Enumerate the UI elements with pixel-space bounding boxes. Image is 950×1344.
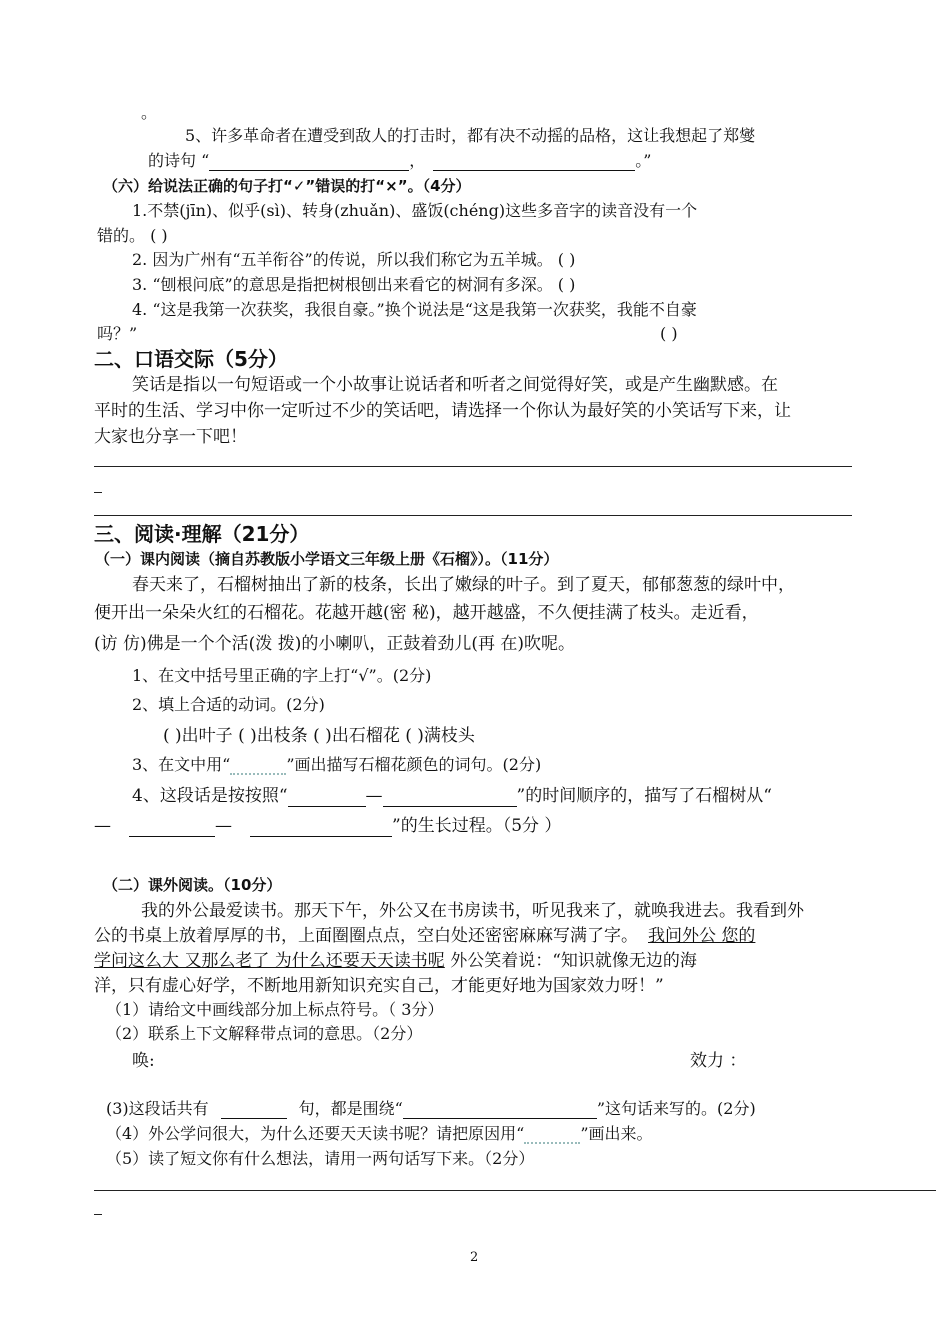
passage2-line1: 我的外公最爱读书。那天下午，外公又在书房读书，听见我来了，就唤我进去。我看到外	[141, 901, 804, 921]
q4-blank-4[interactable]	[250, 820, 392, 837]
reading2-q3	[106, 1099, 756, 1119]
passage1-line1: 春天来了，石榴树抽出了新的枝条，长出了嫩绿的叶子。到了夏天，郁郁葱葱的绿叶中，	[132, 575, 795, 595]
answer-line-stub-2	[94, 1214, 102, 1215]
q4-post: ”的时间顺序的，描写了石榴树从“	[516, 786, 772, 806]
q4-dash1: —	[94, 816, 111, 836]
q4-pre: 4、这段话是按按照“	[132, 786, 288, 806]
section6-item1-line2: 错的。 ( )	[97, 226, 168, 245]
r3-blank-2[interactable]	[403, 1102, 597, 1119]
reading2-q4	[106, 1124, 653, 1144]
section6-item4-line1: 4. “这是我第一次获奖，我很自豪。”换个说法是“这是我第一次获奖，我能不自豪	[132, 300, 697, 319]
answer-line-stub-1	[94, 492, 102, 493]
passage2-line2-a: 公的书桌上放着厚厚的书，上面圈圈点点，空白处还密密麻麻写满了字。	[94, 926, 638, 946]
page-number: 2	[470, 1250, 479, 1265]
section6-item4-line2: 吗？”	[97, 324, 138, 343]
section6-item4-paren: ( )	[660, 324, 678, 343]
answer-line-3[interactable]	[94, 1190, 936, 1191]
reading-q2: 2、填上合适的动词。(2分)	[132, 695, 325, 714]
reading2-q1: （1）请给文中画线部分加上标点符号。（ 3分）	[106, 1000, 444, 1019]
q5-blank-1[interactable]	[209, 154, 409, 171]
q3-post: ”画出描写石榴花颜色的词句。(2分)	[286, 755, 542, 774]
passage2-line3	[94, 950, 697, 972]
q5-blank-2[interactable]	[433, 154, 635, 171]
reading2-q2: （2）联系上下文解释带点词的意思。（2分）	[106, 1024, 423, 1043]
q5-prefix: 的诗句 “	[148, 151, 210, 170]
section6-item2: 2. 因为广州有“五羊衔谷”的传说，所以我们称它为五羊城。 ( )	[132, 250, 576, 269]
answer-line-1[interactable]	[94, 466, 852, 467]
reading-q4-line2	[94, 815, 561, 837]
passage2-line3-b: 外公笑着说：“知识就像无边的海	[444, 951, 697, 971]
section6-title: （六）给说法正确的句子打“✓”错误的打“×”。（4分）	[103, 177, 471, 195]
section2-line1: 笑话是指以一句短语或一个小故事让说话者和听者之间觉得好笑，或是产生幽默感。在	[132, 375, 778, 395]
r3-mid: 句，都是围绕“	[298, 1099, 403, 1118]
section2-title: 二、口语交际（5分）	[94, 347, 288, 371]
q4-dash2: —	[215, 816, 232, 836]
q4-blank-1[interactable]	[288, 790, 366, 807]
wavy-line-icon	[524, 1130, 580, 1144]
q5-end: 。”	[635, 151, 652, 170]
q4-mid: —	[365, 786, 383, 806]
passage2-line2-b: 我问外公 您的	[648, 926, 756, 946]
q5-line1: 5、许多革命者在遭受到敌人的打击时，都有决不动摇的品格，这让我想起了郑燮	[185, 126, 756, 145]
reading-q3	[132, 755, 541, 775]
section3-part2-title: （二）课外阅读。（10分）	[103, 876, 282, 894]
section2-line2: 平时的生活、学习中你一定听过不少的笑话吧，请选择一个你认为最好笑的小笑话写下来，让	[94, 401, 791, 421]
wavy-line-icon	[230, 761, 286, 775]
passage1-line2: 便开出一朵朵火红的石榴花。花越开越(密 秘)，越开越盛，不久便挂满了枝头。走近看，	[94, 603, 759, 623]
passage2-line2	[94, 925, 755, 947]
q4-blank-2[interactable]	[383, 790, 517, 807]
section3-title: 三、阅读·理解（21分）	[94, 522, 310, 546]
reading2-q5: （5）读了短文你有什么想法，请用一两句话写下来。（2分）	[106, 1149, 535, 1168]
reading-q4-line1	[132, 785, 772, 807]
section2-line3: 大家也分享一下吧！	[94, 427, 247, 447]
stray-punctuation: 。	[141, 103, 158, 122]
reading-q1: 1、在文中括号里正确的字上打“√”。(2分)	[132, 666, 432, 685]
reading2-q2-huan: 唤:	[132, 1051, 155, 1071]
reading-q2-fill[interactable]: ( )出叶子 ( )出枝条 ( )出石榴花 ( )满枝头	[163, 726, 475, 746]
passage1-line3: (访 仿)佛是一个个活(泼 拨)的小喇叭，正鼓着劲儿(再 在)吹呢。	[94, 634, 576, 654]
section6-item1-line1: 1.不禁(jīn)、似乎(sì)、转身(zhuǎn)、盛饭(chéng)这些多音字的读音没有一个	[132, 201, 698, 220]
r4-post: ”画出来。	[580, 1124, 653, 1143]
r3-pre: (3)这段话共有	[106, 1099, 209, 1118]
passage2-line4: 洋，只有虚心好学，不断地用新知识充实自己，才能更好地为国家效力呀！”	[94, 976, 664, 996]
q4-blank-3[interactable]	[129, 820, 215, 837]
section6-item3: 3. “刨根问底”的意思是指把树根刨出来看它的树洞有多深。 ( )	[132, 275, 576, 294]
q5-comma: ，	[409, 151, 426, 170]
r3-post: ”这句话来写的。(2分)	[596, 1099, 756, 1118]
q5-line2	[148, 151, 651, 171]
r3-blank-1[interactable]	[221, 1102, 287, 1119]
answer-line-2[interactable]	[94, 515, 852, 516]
q3-pre: 3、在文中用“	[132, 755, 231, 774]
passage2-line3-a: 学问这么大 又那么老了 为什么还要天天读书呢	[94, 951, 445, 971]
reading2-q2-xiaoli: 效力 ：	[690, 1051, 747, 1071]
r4-pre: （4）外公学问很大，为什么还要天天读书呢？请把原因用“	[106, 1124, 525, 1143]
q4-end: ”的生长过程。（5分 ）	[392, 816, 562, 836]
section3-part1-title: （一）课内阅读（摘自苏教版小学语文三年级上册《石榴》）。（11分）	[95, 550, 559, 568]
